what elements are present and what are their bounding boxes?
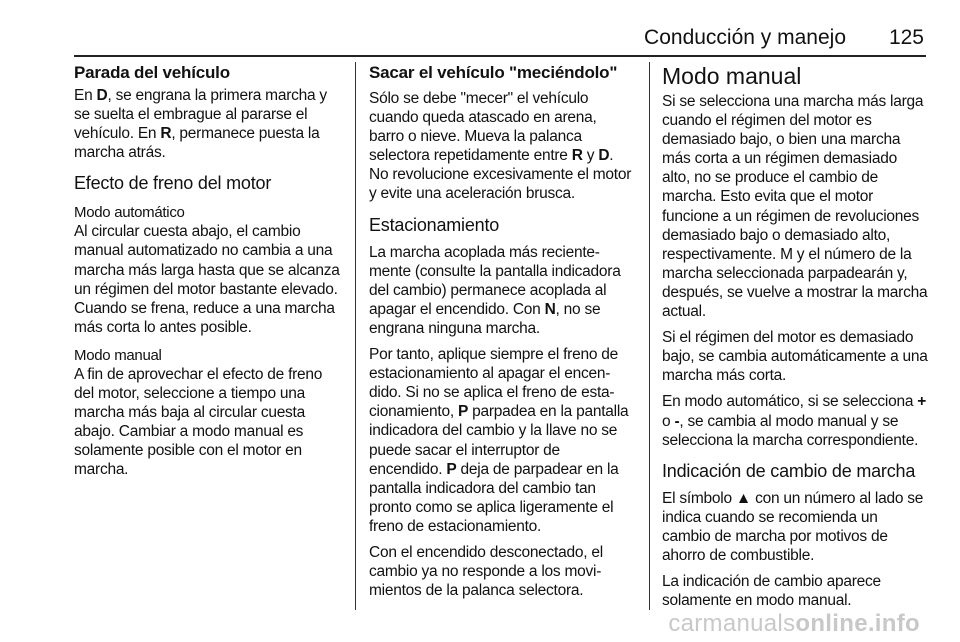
section-title: Conducción y manejo xyxy=(644,26,846,49)
header-rule xyxy=(74,55,926,57)
paragraph-indicacion-2: La indicación de cambio aparece solamente en modo manual. xyxy=(662,573,881,610)
watermark: carmanualsonline.info xyxy=(668,610,920,637)
paragraph-modo-manual-2: Si el régimen del motor es demasiado bajo, se cambia automáticamente a una marcha más corta. xyxy=(662,329,928,385)
paragraph-estacionamiento-3: Con el encendido desconectado, el cambio ya no responde a los movimientos de la palanca selectora. xyxy=(369,543,603,600)
heading-mecer: Sacar el vehículo "meciéndolo" xyxy=(369,63,618,82)
paragraph-modo-manual-3: En modo automático, si se selecciona + o -, se cambia al modo manual y se selecciona la marcha correspondiente. xyxy=(662,393,927,449)
heading-indicacion-cambio: Indicación de cambio de marcha xyxy=(662,460,916,481)
paragraph-indicacion-1: El símbolo ▲ con un número al lado se indica cuando se recomienda un cambio de marcha por motivos de ahorro de combustible. xyxy=(662,489,924,564)
paragraph-estacionamiento-2: Por tanto, aplique siempre el freno de estacionamiento al apagar el encendido. Si no se aplica el freno de estacionamiento, P parpadea en la pantalla indicadora del cambio y la llave no se puede sacar el interruptor de encendido. P deja de parpadear en la pantalla indicadora del cambio tan pronto como se aplica ligeramente el freno de estacionamiento. xyxy=(369,346,629,535)
subheading-modo-manual: Modo manual xyxy=(74,346,162,364)
page-header xyxy=(74,24,926,52)
column-divider xyxy=(355,62,356,610)
paragraph-estacionamiento-1: La marcha acoplada más recientemente (consulte la pantalla indicadora del cambio) permanece acoplada al apagar el encendido. Con N, no se engrana ninguna marcha. xyxy=(369,243,621,337)
column-middle xyxy=(369,62,633,612)
column-right xyxy=(662,62,928,612)
heading-efecto-freno: Efecto de freno del motor xyxy=(74,173,272,194)
paragraph-mecer: Sólo se debe "mecer" el vehículo cuando queda atascado en arena, barro o nieve. Mueva la palanca selectora repetidamente entre R y D. No revolucione excesivamente el motor y evite una aceleración brusca. xyxy=(369,90,632,203)
column-left xyxy=(74,62,342,612)
heading-modo-manual: Modo manual xyxy=(662,63,802,89)
up-triangle-icon: ▲ xyxy=(735,489,752,507)
subheading-modo-automatico: Modo automático xyxy=(74,204,185,222)
heading-estacionamiento: Estacionamiento xyxy=(369,214,500,235)
column-divider xyxy=(649,62,650,610)
heading-parada: Parada del vehículo xyxy=(74,63,230,82)
paragraph-parada: En D, se engrana la primera marcha y se suelta el embrague al pararse el vehículo. En R, permanece puesta la marcha atrás. xyxy=(74,87,327,162)
paragraph-modo-automatico: Al circular cuesta abajo, el cambio manual automatizado no cambia a una marcha más larga hasta que se alcanza un régimen del motor bastante elevado. Cuando se frena, reduce a una marcha más corta lo antes posible. xyxy=(74,223,340,336)
paragraph-modo-manual: A fin de aprovechar el efecto de freno del motor, seleccione a tiempo una marcha más baja al circular cuesta abajo. Cambiar a modo manual es solamente posible con el motor en marcha. xyxy=(74,365,323,479)
paragraph-modo-manual-1: Si se selecciona una marcha más larga cuando el régimen del motor es demasiado bajo, o bien una marcha más corta a un régimen demasiado alto, no se produce el cambio de marcha. Esto evita que el motor funcione a un régimen de revoluciones demasiado bajo o demasiado alto, respectivamente. M y el número de la marcha seleccionada parpadearán y, después, se vuelve a mostrar la marcha actual. xyxy=(662,93,928,321)
page-number: 125 xyxy=(888,26,924,49)
